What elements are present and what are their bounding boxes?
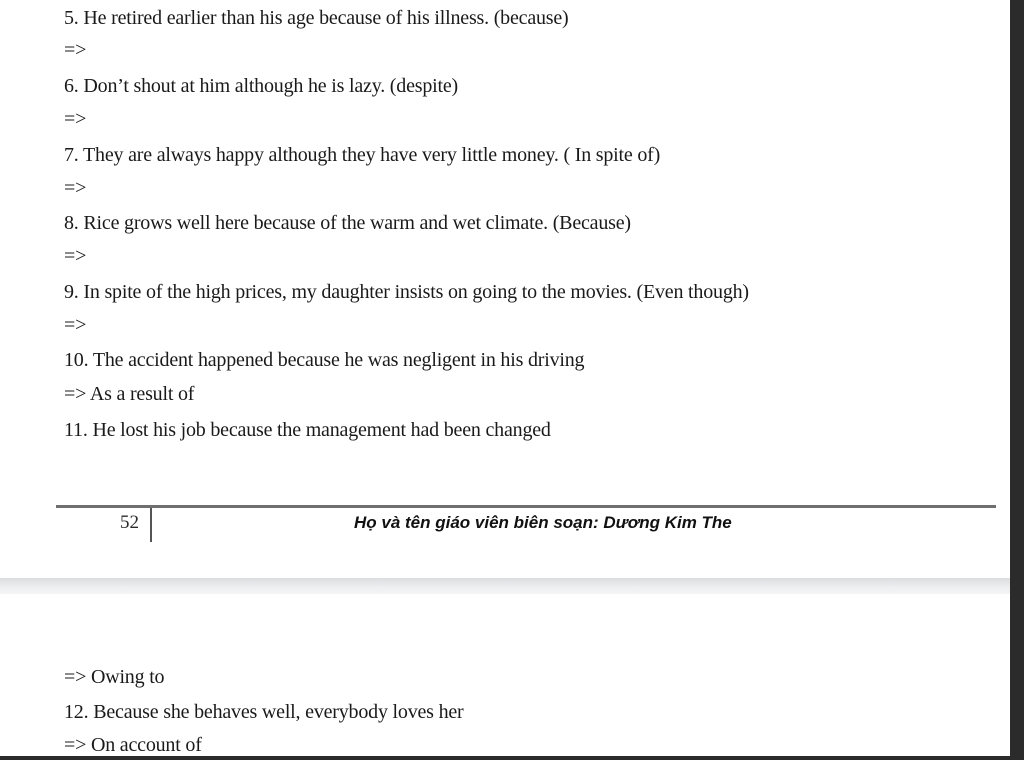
footer-rule xyxy=(56,505,996,508)
answer-line-9: => xyxy=(64,314,87,336)
page-number: 52 xyxy=(120,512,139,533)
answer-line-5: => xyxy=(64,39,87,61)
exercise-11: 11. He lost his job because the management had been changed xyxy=(64,419,551,441)
footer-author: Họ và tên giáo viên biên soạn: Dương Kim The xyxy=(354,513,732,532)
exercise-10: 10. The accident happened because he was negligent in his driving xyxy=(64,349,585,371)
answer-line-7: => xyxy=(64,177,87,199)
bottom-edge xyxy=(0,756,1010,760)
exercise-9: 9. In spite of the high prices, my daughter insists on going to the movies. (Even though) xyxy=(64,281,749,303)
answer-line-8: => xyxy=(64,245,87,267)
exercise-8: 8. Rice grows well here because of the warm and wet climate. (Because) xyxy=(64,212,631,234)
exercise-5: 5. He retired earlier than his age because of his illness. (because) xyxy=(64,7,569,29)
exercise-7: 7. They are always happy although they have very little money. ( In spite of) xyxy=(64,144,661,166)
answer-line-12: => On account of xyxy=(64,734,202,756)
exercise-12: 12. Because she behaves well, everybody loves her xyxy=(64,701,464,723)
answer-line-6: => xyxy=(64,108,87,130)
answer-line-11: => Owing to xyxy=(64,666,165,688)
exercise-6: 6. Don’t shout at him although he is lazy. (despite) xyxy=(64,75,458,97)
document-page-2 xyxy=(0,594,1010,760)
answer-line-10: => As a result of xyxy=(64,383,195,405)
window-edge xyxy=(1010,0,1024,760)
footer-divider xyxy=(150,508,152,542)
page-gap xyxy=(0,578,1024,594)
